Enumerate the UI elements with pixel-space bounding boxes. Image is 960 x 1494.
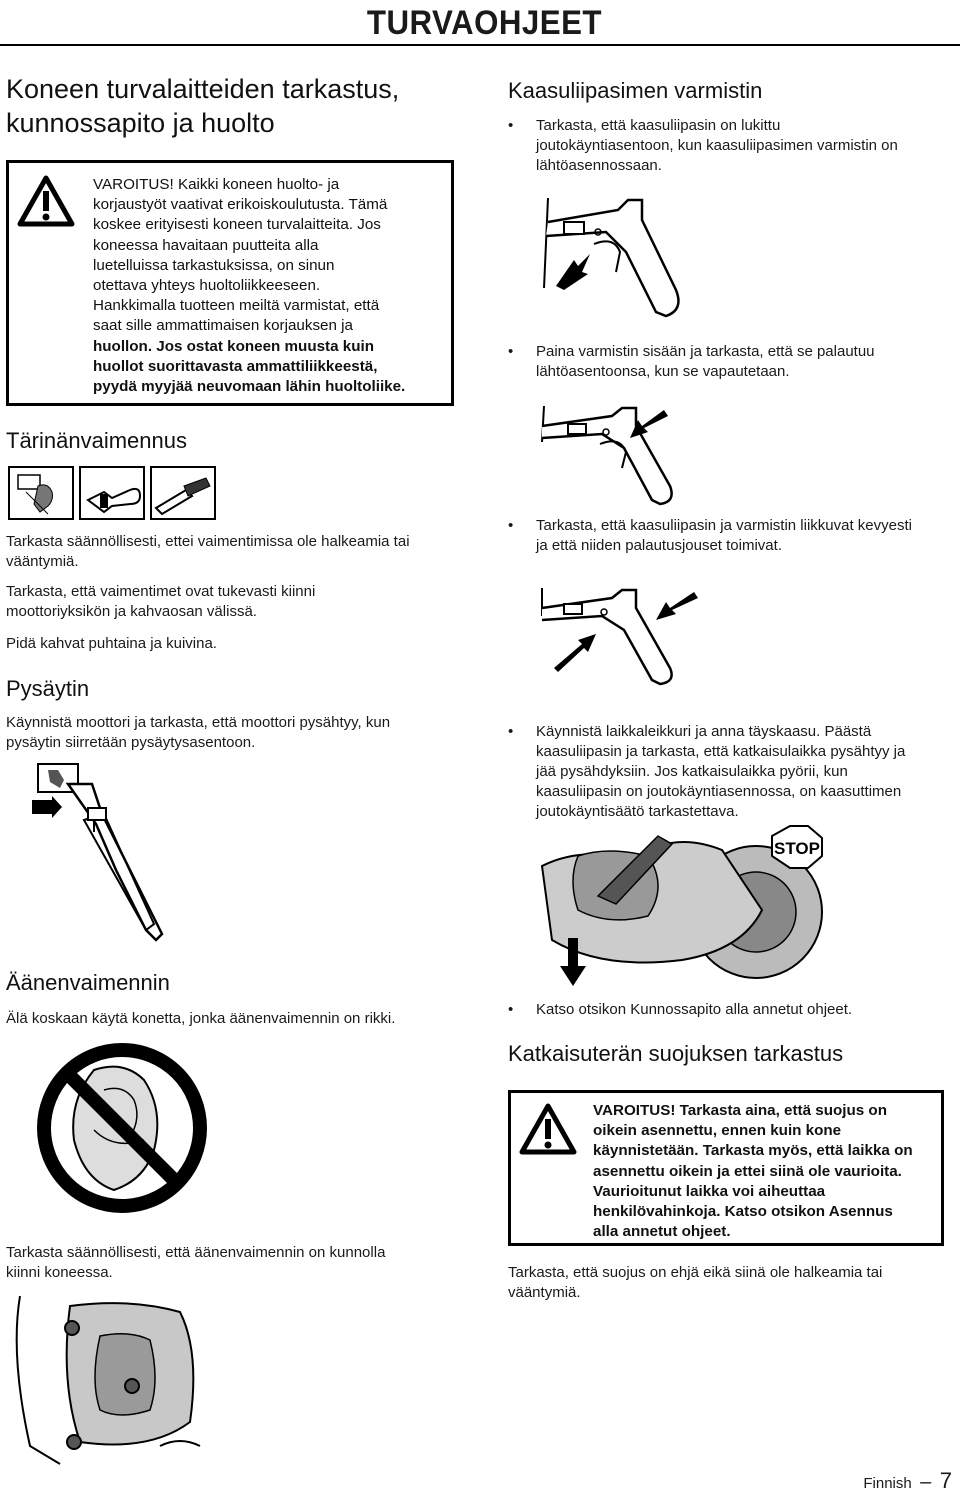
throttle-b1-line3: lähtöasennossaan.: [536, 157, 662, 174]
guard-warning-line: Vaurioitunut laikka voi aiheuttaa: [593, 1182, 826, 1200]
warning-line: saat sille ammattimaisen korjauksen ja: [93, 317, 353, 335]
bullet-throttle-1: [508, 116, 948, 176]
vibration-p2-line1: Tarkasta, että vaimentimet ovat tukevasti kiinni: [6, 583, 316, 600]
bullet-text: [536, 116, 898, 176]
heading-throttle-lockout: Kaasuliipasimen varmistin: [508, 78, 763, 103]
throttle-b3-line1: Tarkasta, että kaasuliipasin ja varmistin liikkuvat kevyesti: [536, 517, 912, 534]
vibration-icons: [8, 466, 218, 520]
throttle-handle-illustration-1: [534, 192, 694, 316]
throttle-b5: Katso otsikon Kunnossapito alla annetut ohjeet.: [536, 1001, 853, 1018]
warning-text: [93, 175, 449, 397]
bullet-dot: •: [508, 723, 514, 740]
bullet-dot: •: [508, 117, 514, 134]
bullet-throttle-4: [508, 722, 948, 822]
bullet-throttle-5: [508, 1000, 948, 1022]
throttle-b1-line2: joutokäyntiasentoon, kun kaasuliipasimen varmistin on: [536, 137, 898, 154]
muffler-mount-illustration: [10, 1296, 210, 1464]
bullet-text: [536, 722, 905, 822]
muffler-p2-line1: Tarkasta säännöllisesti, että äänenvaimennin on kunnolla: [6, 1244, 386, 1261]
warning-line: luetelluissa tarkastuksissa, on sinun: [93, 256, 335, 274]
stop-switch-line2: pysäytin siirretään pysäytysasentoon.: [6, 734, 256, 751]
bullet-dot: •: [508, 517, 514, 534]
guard-warning-line: käynnistetään. Tarkasta myös, että laikka on: [593, 1142, 913, 1160]
main-heading-line1: Koneen turvalaitteiden tarkastus,: [6, 74, 400, 104]
throttle-b4-line: Käynnistä laikkaleikkuri ja anna täyskaasu. Päästä: [536, 723, 872, 740]
warning-line: korjaustyöt vaativat erikoiskoulutusta. Tämä: [93, 196, 388, 214]
footer-page-number: 7: [939, 1468, 952, 1493]
main-heading-line2: kunnossapito ja huolto: [6, 108, 275, 138]
header-rule: [0, 44, 960, 46]
vibration-paragraph-2: [6, 582, 466, 622]
bullet-dot: •: [508, 1001, 514, 1018]
guard-warning-line: oikein asennettu, ennen kuin kone: [593, 1122, 842, 1140]
warning-triangle-icon: [519, 1103, 577, 1155]
bullet-throttle-2: [508, 342, 948, 382]
stop-switch-line1: Käynnistä moottori ja tarkasta, että moottori pysähtyy, kun: [6, 714, 391, 731]
vibration-p1-line2: vääntymiä.: [6, 553, 79, 570]
throttle-b3-line2: ja että niiden palautusjouset toimivat.: [536, 537, 782, 554]
warning-line: koskee erityisesti koneen turvalaitteita. Jos: [93, 216, 381, 234]
throttle-handle-illustration-3: [534, 586, 710, 688]
bullet-dot: •: [508, 343, 514, 360]
muffler-paragraph-1: Älä koskaan käytä konetta, jonka äänenvaimennin on rikki.: [6, 1010, 396, 1027]
warning-line: Hankkimalla tuotteen meiltä varmistat, että: [93, 297, 380, 315]
guard-warning-line: asennettu oikein ja ettei siinä ole vaurioita.: [593, 1162, 902, 1180]
warning-triangle-icon: [17, 175, 75, 227]
guard-p1-line2: vääntymiä.: [508, 1284, 581, 1301]
stop-switch-paragraph: [6, 713, 466, 753]
stop-sign-label: STOP: [774, 839, 820, 858]
footer: [863, 1468, 952, 1494]
page-header-title: TURVAOHJEET: [366, 4, 602, 42]
stop-switch-illustration: [28, 760, 178, 944]
heading-muffler: Äänenvaimennin: [6, 970, 170, 995]
throttle-b4-line: jää pysähdyksiin. Jos katkaisulaikka pyörii, kun: [536, 763, 848, 780]
guard-warning-box: [508, 1090, 944, 1246]
vibration-paragraph-1: [6, 532, 466, 572]
heading-vibration: Tärinänvaimennus: [6, 428, 187, 453]
bullet-throttle-3: [508, 516, 948, 556]
throttle-b2-line1: Paina varmistin sisään ja tarkasta, että se palautuu: [536, 343, 875, 360]
throttle-handle-illustration-2: [534, 402, 694, 506]
warning-line: koneessa havaitaan puutteita alla: [93, 236, 319, 254]
throttle-b4-line: joutokäyntisäätö tarkastettava.: [536, 803, 739, 820]
vibration-p1-line1: Tarkasta säännöllisesti, ettei vaimentimissa ole halkeamia tai: [6, 533, 410, 550]
warning-line: huollot suorittavasta ammattiliikkeestä,: [93, 357, 378, 375]
bullet-text: [536, 516, 912, 556]
muffler-p2-line2: kiinni koneessa.: [6, 1264, 113, 1281]
warning-box: [6, 160, 454, 406]
throttle-b2-line2: lähtöasentoonsa, kun se vapautetaan.: [536, 363, 790, 380]
vibration-paragraph-3: Pidä kahvat puhtaina ja kuivina.: [6, 635, 217, 652]
guard-warning-line: alla annetut ohjeet.: [593, 1223, 731, 1241]
guard-warning-line: VAROITUS! Tarkasta aina, että suojus on: [593, 1102, 887, 1119]
section-heading-main: [6, 72, 446, 140]
heading-stop-switch: Pysäytin: [6, 676, 90, 701]
cutoff-saw-illustration: [538, 826, 838, 986]
bullet-text: [536, 342, 875, 382]
vibration-p2-line2: moottoriyksikön ja kahvaosan välissä.: [6, 603, 257, 620]
warning-line: otettava yhteys huoltoliikkeeseen.: [93, 277, 321, 295]
warning-line: VAROITUS! Kaikki koneen huolto- ja: [93, 176, 340, 193]
throttle-b4-line: kaasuliipasin on joutokäyntiasennossa, on kaasuttimen: [536, 783, 902, 800]
guard-p1-line1: Tarkasta, että suojus on ehjä eikä siinä ole halkeamia tai: [508, 1264, 883, 1281]
warning-line: huollon. Jos ostat koneen muusta kuin: [93, 337, 374, 355]
warning-line: pyydä myyjää neuvomaan lähin huoltoliike.: [93, 378, 406, 396]
guard-warning-line: henkilövahinkoja. Katso otsikon Asennus: [593, 1203, 893, 1221]
throttle-b4-line: kaasuliipasin ja tarkasta, että katkaisulaikka pysähtyy ja: [536, 743, 906, 760]
heading-guard-check: Katkaisuterän suojuksen tarkastus: [508, 1041, 844, 1066]
muffler-paragraph-2: [6, 1243, 476, 1283]
guard-warning-text: [593, 1101, 941, 1242]
prohibited-muffler-illustration: [34, 1040, 210, 1216]
footer-separator: –: [920, 1471, 932, 1493]
throttle-b1-line1: Tarkasta, että kaasuliipasin on lukittu: [536, 117, 781, 134]
footer-language: Finnish: [863, 1475, 912, 1492]
guard-paragraph: [508, 1263, 948, 1303]
